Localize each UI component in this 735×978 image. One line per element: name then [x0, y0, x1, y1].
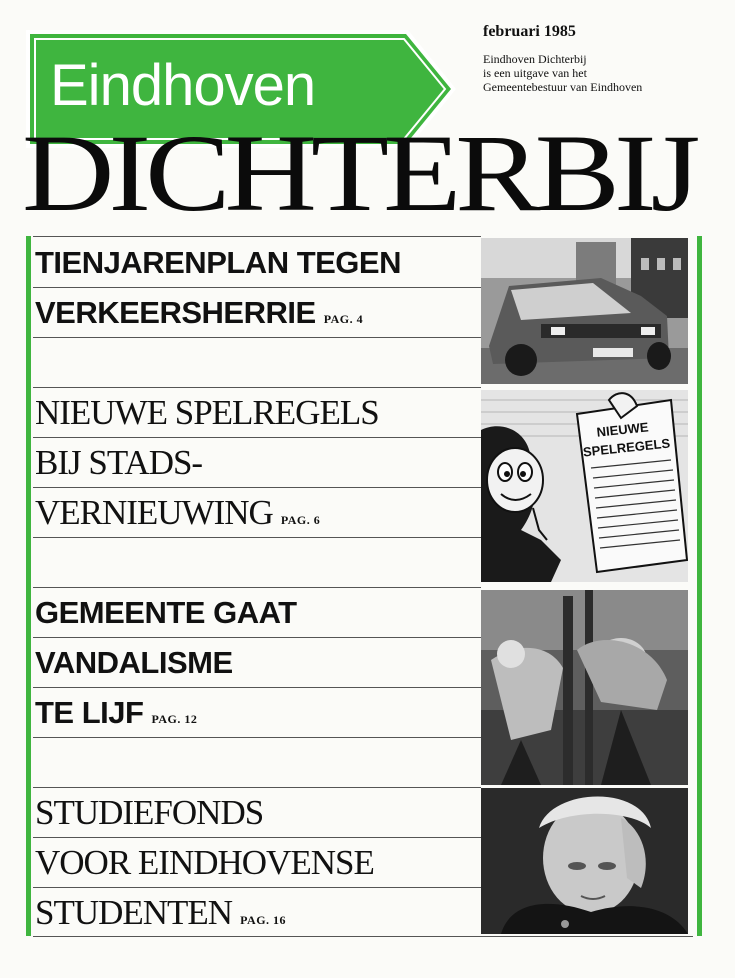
cartoon-sign-text: SPELREGELS — [582, 435, 671, 460]
divider — [33, 437, 481, 438]
page-reference: PAG. 4 — [323, 312, 364, 326]
divider — [33, 687, 481, 688]
green-side-bar — [697, 236, 702, 936]
divider — [33, 787, 481, 788]
cartoon-sign-text: NIEUWE — [595, 419, 650, 440]
publisher-line: Eindhoven Dichterbij — [483, 52, 587, 66]
divider — [33, 637, 481, 638]
issue-date: februari 1985 — [483, 23, 576, 40]
headline-line: STUDENTEN PAG. 16 — [35, 893, 287, 932]
divider — [33, 936, 693, 937]
cartoon-lion-illustration — [481, 390, 688, 582]
divider — [33, 537, 481, 538]
publisher-note — [483, 52, 723, 94]
page-reference: PAG. 16 — [240, 913, 287, 927]
divider — [33, 487, 481, 488]
headline-line: TIENJARENPLAN TEGEN — [35, 245, 401, 280]
car-street-photo — [481, 238, 688, 384]
divider — [33, 287, 481, 288]
headline-line: VANDALISME — [35, 645, 233, 680]
headline-line: VERNIEUWING PAG. 6 — [35, 493, 321, 532]
student-portrait-photo — [481, 788, 688, 934]
page-reference: PAG. 6 — [280, 513, 321, 527]
headline-line: BIJ STADS- — [35, 443, 203, 482]
headline-line: NIEUWE SPELREGELS — [35, 393, 379, 432]
divider — [33, 837, 481, 838]
divider — [33, 587, 481, 588]
divider — [33, 737, 481, 738]
publisher-line: is een uitgave van het — [483, 66, 587, 80]
masthead-city: Eindhoven — [50, 53, 316, 118]
vandalism-children-photo — [481, 590, 688, 785]
headline-line: VERKEERSHERRIE PAG. 4 — [35, 295, 364, 330]
publisher-line: Gemeentebestuur van Eindhoven — [483, 80, 643, 94]
headline-line: STUDIEFONDS — [35, 793, 264, 832]
headline-line: TE LIJF PAG. 12 — [35, 695, 198, 730]
headline-line: VOOR EINDHOVENSE — [35, 843, 374, 882]
masthead-title: DICHTERBIJ — [22, 111, 695, 235]
divider — [33, 337, 481, 338]
green-side-bar — [26, 236, 31, 936]
divider — [33, 236, 481, 237]
divider — [33, 387, 481, 388]
page-reference: PAG. 12 — [151, 712, 198, 726]
divider — [33, 887, 481, 888]
headline-line: GEMEENTE GAAT — [35, 595, 297, 630]
